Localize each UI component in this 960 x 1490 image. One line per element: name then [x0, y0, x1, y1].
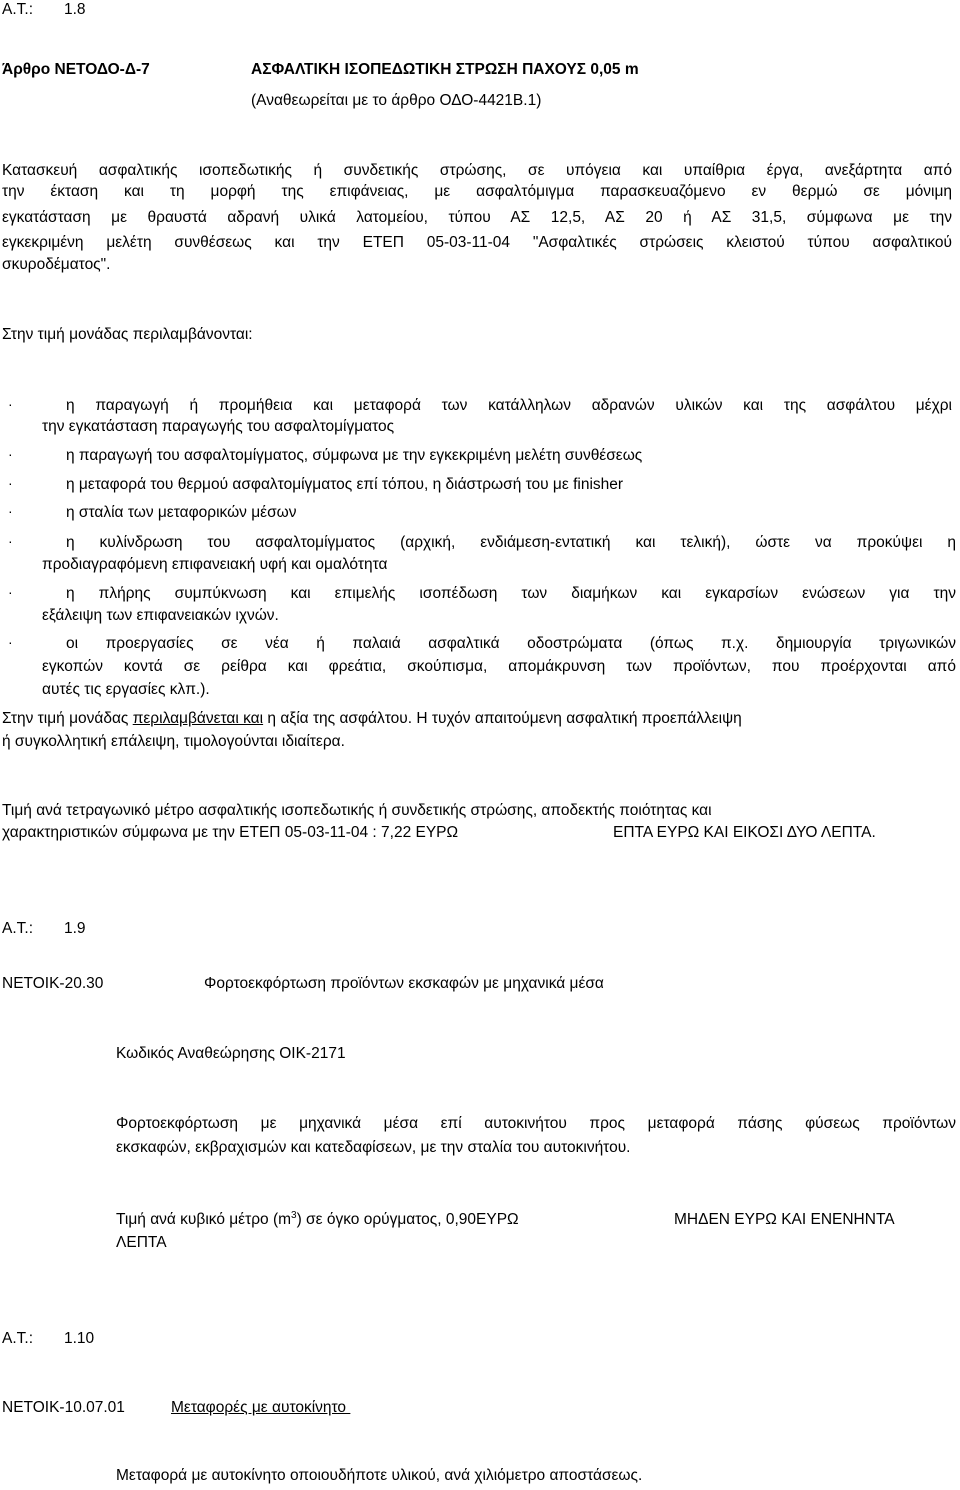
description-line: εγκεκριμένη μελέτη συνθέσεως και την ΕΤΕΠ 05-03-11-04 "Ασφαλτικές στρώσεις κλειστού τύπου ασφαλτικού: [2, 234, 952, 251]
description-line: Φορτοεκφόρτωση με μηχανικά μέσα επί αυτοκινήτου προς μεταφορά πάσης φύσεως προϊόντων: [116, 1115, 956, 1132]
included-note-start: Στην τιμή μονάδας: [2, 710, 133, 727]
bullet-dot: ·: [8, 584, 13, 600]
article-code-2: ΝΕΤΟΙΚ-20.30: [2, 975, 104, 992]
bullet-item: η μεταφορά του θερμού ασφαλτομίγματος επί τόπου, η διάστρωσή του με finisher: [66, 476, 624, 493]
bullet-dot: ·: [8, 396, 13, 412]
included-note-end: η αξία της ασφάλτου. Η τυχόν απαιτούμενη ασφαλτική προεπάλλειψη: [263, 710, 742, 727]
at-label-2: Α.Τ.:: [2, 920, 34, 937]
included-note-underlined: περιλαμβάνεται και: [132, 710, 264, 727]
article-title-1: ΑΣΦΑΛΤΙΚΗ ΙΣΟΠΕΔΩΤΙΚΗ ΣΤΡΩΣΗ ΠΑΧΟΥΣ 0,05 m: [251, 61, 639, 78]
bullet-item: η παραγωγή ή προμήθεια και μεταφορά των κατάλληλων αδρανών υλικών και της ασφάλτου μέχρι: [66, 397, 952, 414]
unit-price-text: Τιμή ανά κυβικό μέτρο (m: [116, 1211, 292, 1228]
unit-price-line: χαρακτηριστικών σύμφωνα με την ΕΤΕΠ 05-03-11-04 : 7,22 ΕΥΡΩ: [2, 824, 459, 841]
bullet-dot: ·: [8, 634, 13, 650]
price-in-words-2: ΜΗΔΕΝ ΕΥΡΩ ΚΑΙ ΕΝΕΝΗΝΤΑ: [674, 1211, 895, 1228]
price-in-words-2-line2: ΛΕΠΤΑ: [116, 1234, 167, 1251]
at-label-3: Α.Τ.:: [2, 1330, 34, 1347]
at-number-3: 1.10: [64, 1330, 95, 1347]
included-note: [2, 709, 742, 729]
unit-price-line-2: [116, 1210, 519, 1230]
bullet-item: την εγκατάσταση παραγωγής του ασφαλτομίγματος: [42, 418, 395, 435]
bullet-dot: ·: [8, 475, 13, 491]
bullet-item: προδιαγραφόμενη επιφανειακή υφή και ομαλότητα: [42, 556, 388, 573]
at-label-1: Α.Τ.:: [2, 1, 34, 18]
description-line: εκσκαφών, εκβραχισμών και κατεδαφίσεων, με την σταλία του αυτοκινήτου.: [116, 1139, 631, 1156]
article-title-2: Φορτοεκφόρτωση προϊόντων εκσκαφών με μηχανικά μέσα: [204, 975, 604, 992]
bullet-item: οι προεργασίες σε νέα ή παλαιά ασφαλτικά οδοστρώματα (όπως π.χ. δημιουργία τριγωνικών: [66, 635, 956, 652]
at-number-2: 1.9: [64, 920, 86, 937]
description-line: εγκατάσταση με θραυστά αδρανή υλικά λατομείου, τύπου ΑΣ 12,5, ΑΣ 20 ή ΑΣ 31,5, σύμφωνα με την: [2, 209, 952, 226]
bullet-item: η πλήρης συμπύκνωση και επιμελής ισοπέδωση των διαμήκων και εγκαρσίων ενώσεων για την: [66, 585, 956, 602]
article-code-1: Άρθρο ΝΕΤΟΔΟ-Δ-7: [2, 61, 150, 78]
description-line: Μεταφορά με αυτοκίνητο οποιουδήποτε υλικού, ανά χιλιόμετρο αποστάσεως.: [116, 1467, 643, 1484]
bullet-dot: ·: [8, 503, 13, 519]
description-line: Κατασκευή ασφαλτικής ισοπεδωτικής ή συνδετικής στρώσης, σε υπόγεια και υπαίθρια έργα, ανεξάρτητα από: [2, 162, 952, 179]
bullet-item: η παραγωγή του ασφαλτομίγματος, σύμφωνα με την εγκεκριμένη μελέτη συνθέσεως: [66, 447, 643, 464]
price-in-words: ΕΠΤΑ ΕΥΡΩ ΚΑΙ ΕΙΚΟΣΙ ΔΥΟ ΛΕΠΤΑ.: [613, 824, 876, 841]
unit-price-text-end: ) σε όγκο ορύγματος, 0,90ΕΥΡΩ: [296, 1211, 519, 1228]
included-note-line2: ή συγκολλητική επάλειψη, τιμολογούνται ιδιαίτερα.: [2, 733, 345, 750]
bullet-dot: ·: [8, 446, 13, 462]
bullet-item: αυτές τις εργασίες κλπ.).: [42, 681, 210, 698]
bullet-item: η κυλίνδρωση του ασφαλτομίγματος (αρχική, ενδιάμεση-εντατική και τελική), ώστε να προκύψει η: [66, 534, 956, 551]
description-line: σκυροδέματος".: [2, 256, 111, 273]
bullet-item: εξάλειψη των επιφανειακών ιχνών.: [42, 607, 279, 624]
revision-code-2: Κωδικός Αναθεώρησης ΟΙΚ-2171: [116, 1045, 346, 1062]
bullet-item: η σταλία των μεταφορικών μέσων: [66, 504, 297, 521]
included-heading: Στην τιμή μονάδας περιλαμβάνονται:: [2, 326, 253, 343]
bullet-dot: ·: [8, 533, 13, 549]
article-code-3: ΝΕΤΟΙΚ-10.07.01: [2, 1399, 125, 1416]
bullet-item: εγκοπών κοντά σε ρείθρα και φρεάτια, σκούπισμα, απομάκρυνση των προϊόντων, που προέρχονται από: [42, 658, 956, 675]
description-line: την έκταση και τη μορφή της επιφάνειας, με ασφαλτόμιγμα παρασκευαζόμενο εν θερμώ σε μόνιμη: [2, 183, 952, 200]
article-title-3: Μεταφορές με αυτοκίνητο: [171, 1399, 351, 1416]
at-number-1: 1.8: [64, 1, 86, 18]
unit-price-line: Τιμή ανά τετραγωνικό μέτρο ασφαλτικής ισοπεδωτικής ή συνδετικής στρώσης, αποδεκτής ποιότητας και: [2, 802, 712, 819]
revision-note-1: (Αναθεωρείται με το άρθρο ΟΔΟ-4421Β.1): [251, 92, 542, 109]
unit-price-superscript: 3: [291, 1210, 297, 1221]
